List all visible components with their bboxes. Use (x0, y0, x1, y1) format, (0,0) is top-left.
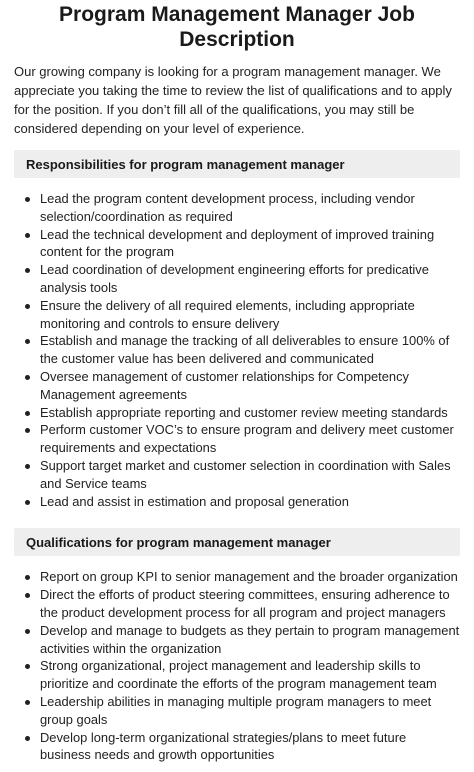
bullet-icon (25, 375, 30, 380)
bullet-icon (25, 575, 30, 580)
list-item-text: Establish and manage the tracking of all deliverables to ensure 100% of the customer value has been delivered and communicated (40, 333, 450, 367)
qualifications-header (14, 528, 460, 556)
list-item (40, 657, 460, 693)
list-item-text: Develop long-term organizational strategies/plans to meet future business needs and growth opportunities (40, 729, 407, 763)
bullet-icon (25, 268, 30, 273)
list-item-text: Oversee management of customer relationships for Competency Management agreements (40, 368, 409, 402)
bullet-icon (25, 233, 30, 238)
bullet-icon (25, 500, 30, 505)
bullet-icon (25, 593, 30, 598)
list-item (40, 190, 460, 226)
list-item-text: Establish appropriate reporting and customer review meeting standards (40, 404, 448, 420)
page-title: Program Management Manager Job Description (59, 3, 415, 51)
list-item (40, 421, 460, 457)
responsibilities-list (14, 190, 460, 510)
list-item (40, 332, 460, 368)
bullet-icon (25, 197, 30, 202)
bullet-icon (25, 664, 30, 669)
bullet-icon (25, 304, 30, 309)
bullet-icon (25, 428, 30, 433)
list-item-text: Leadership abilities in managing multiple program managers to meet group goals (40, 693, 432, 727)
list-item-text: Report on group KPI to senior management and the broader organization (40, 569, 458, 585)
list-item (40, 297, 460, 333)
list-item (40, 493, 460, 511)
list-item-text: Lead the program content development process, including vendor selection/coordination as required (40, 191, 415, 224)
bullet-icon (25, 736, 30, 741)
qualifications-heading: Qualifications for program management manager (26, 534, 331, 550)
list-item (40, 404, 460, 422)
qualifications-list (14, 568, 460, 764)
responsibilities-header (14, 150, 460, 178)
list-item (40, 457, 460, 493)
list-item-text: Lead the technical development and deployment of improved training content for the program (40, 226, 435, 260)
list-item-text: Support target market and customer selection in coordination with Sales and Service teams (40, 457, 451, 491)
list-item (40, 729, 460, 765)
list-item-text: Direct the efforts of product steering committees, ensuring adherence to the product development process for all program and project managers (40, 587, 450, 620)
list-item-text: Lead coordination of development engineering efforts for predicative analysis tools (40, 262, 429, 295)
list-item-text: Perform customer VOC’s to ensure program and delivery meet customer requirements and expectations (40, 422, 454, 456)
list-item (40, 261, 460, 297)
list-item (40, 622, 460, 658)
bullet-icon (25, 411, 30, 416)
list-item-text: Strong organizational, project management and leadership skills to prioritize and coordinate the efforts of the program management team (40, 658, 437, 692)
list-item (40, 586, 460, 622)
list-item-text: Develop and manage to budgets as they pertain to program management activities within the organization (40, 622, 460, 656)
list-item (40, 368, 460, 404)
bullet-icon (25, 629, 30, 634)
intro-paragraph: Our growing company is looking for a program management manager. We appreciate you taking the time to review the list of qualifications and to apply for the position. If you don’t fill all of the qualifications, you may still be considered depending on your level of experience. (14, 64, 452, 136)
bullet-icon (25, 464, 30, 469)
bullet-icon (25, 700, 30, 705)
list-item-text: Lead and assist in estimation and proposal generation (40, 493, 349, 509)
list-item (40, 568, 460, 586)
bullet-icon (25, 339, 30, 344)
list-item (40, 693, 460, 729)
list-item-text: Ensure the delivery of all required elements, including appropriate monitoring and controls to ensure delivery (40, 297, 415, 331)
responsibilities-heading: Responsibilities for program management manager (26, 156, 345, 172)
list-item (40, 226, 460, 262)
